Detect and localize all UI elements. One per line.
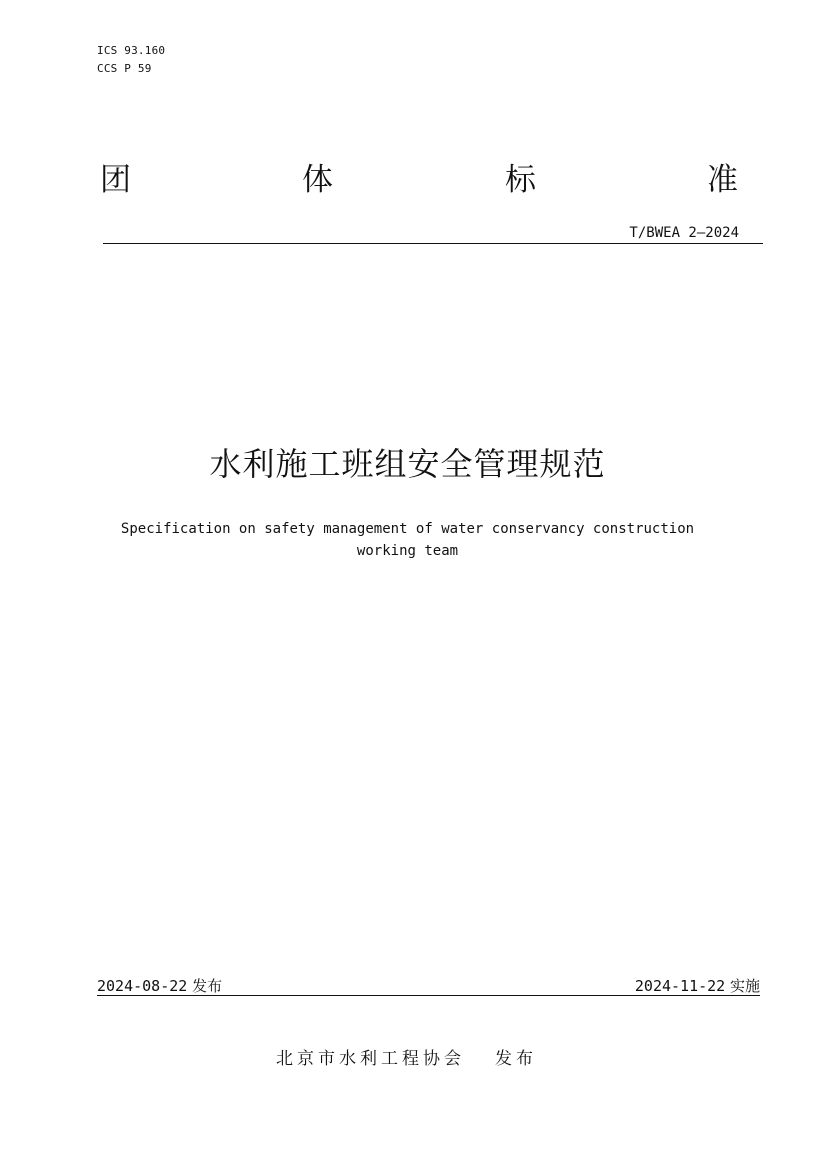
publisher-action: 发布 <box>495 1049 537 1069</box>
publish-date-label: 发布 <box>192 977 223 995</box>
document-title-english <box>0 518 815 562</box>
publish-date-block <box>97 976 222 996</box>
standard-type-char: 体 <box>302 162 333 198</box>
implement-date-block <box>635 976 760 996</box>
english-title-line: Specification on safety management of water conservancy construction <box>120 521 695 537</box>
ccs-code: CCS P 59 <box>97 62 152 75</box>
ics-code: ICS 93.160 <box>97 44 166 57</box>
standard-type-char: 标 <box>505 162 536 198</box>
publisher-name: 北京市水利工程协会 <box>276 1049 465 1069</box>
implement-date-label: 实施 <box>729 977 760 995</box>
standard-type-char: 准 <box>707 162 738 198</box>
document-title-chinese: 水利施工班组安全管理规范 <box>209 445 606 483</box>
publish-date: 2024-08-22 <box>97 977 188 995</box>
classification-codes <box>97 42 165 78</box>
footer-divider <box>97 995 760 996</box>
standard-number: T/BWEA 2—2024 <box>629 225 739 241</box>
publisher-line <box>276 1047 537 1071</box>
header-divider <box>103 243 763 244</box>
implement-date: 2024-11-22 <box>634 977 726 995</box>
standard-type-char: 团 <box>100 162 131 198</box>
standard-type-heading <box>97 160 744 200</box>
english-title-line: working team <box>356 543 459 559</box>
